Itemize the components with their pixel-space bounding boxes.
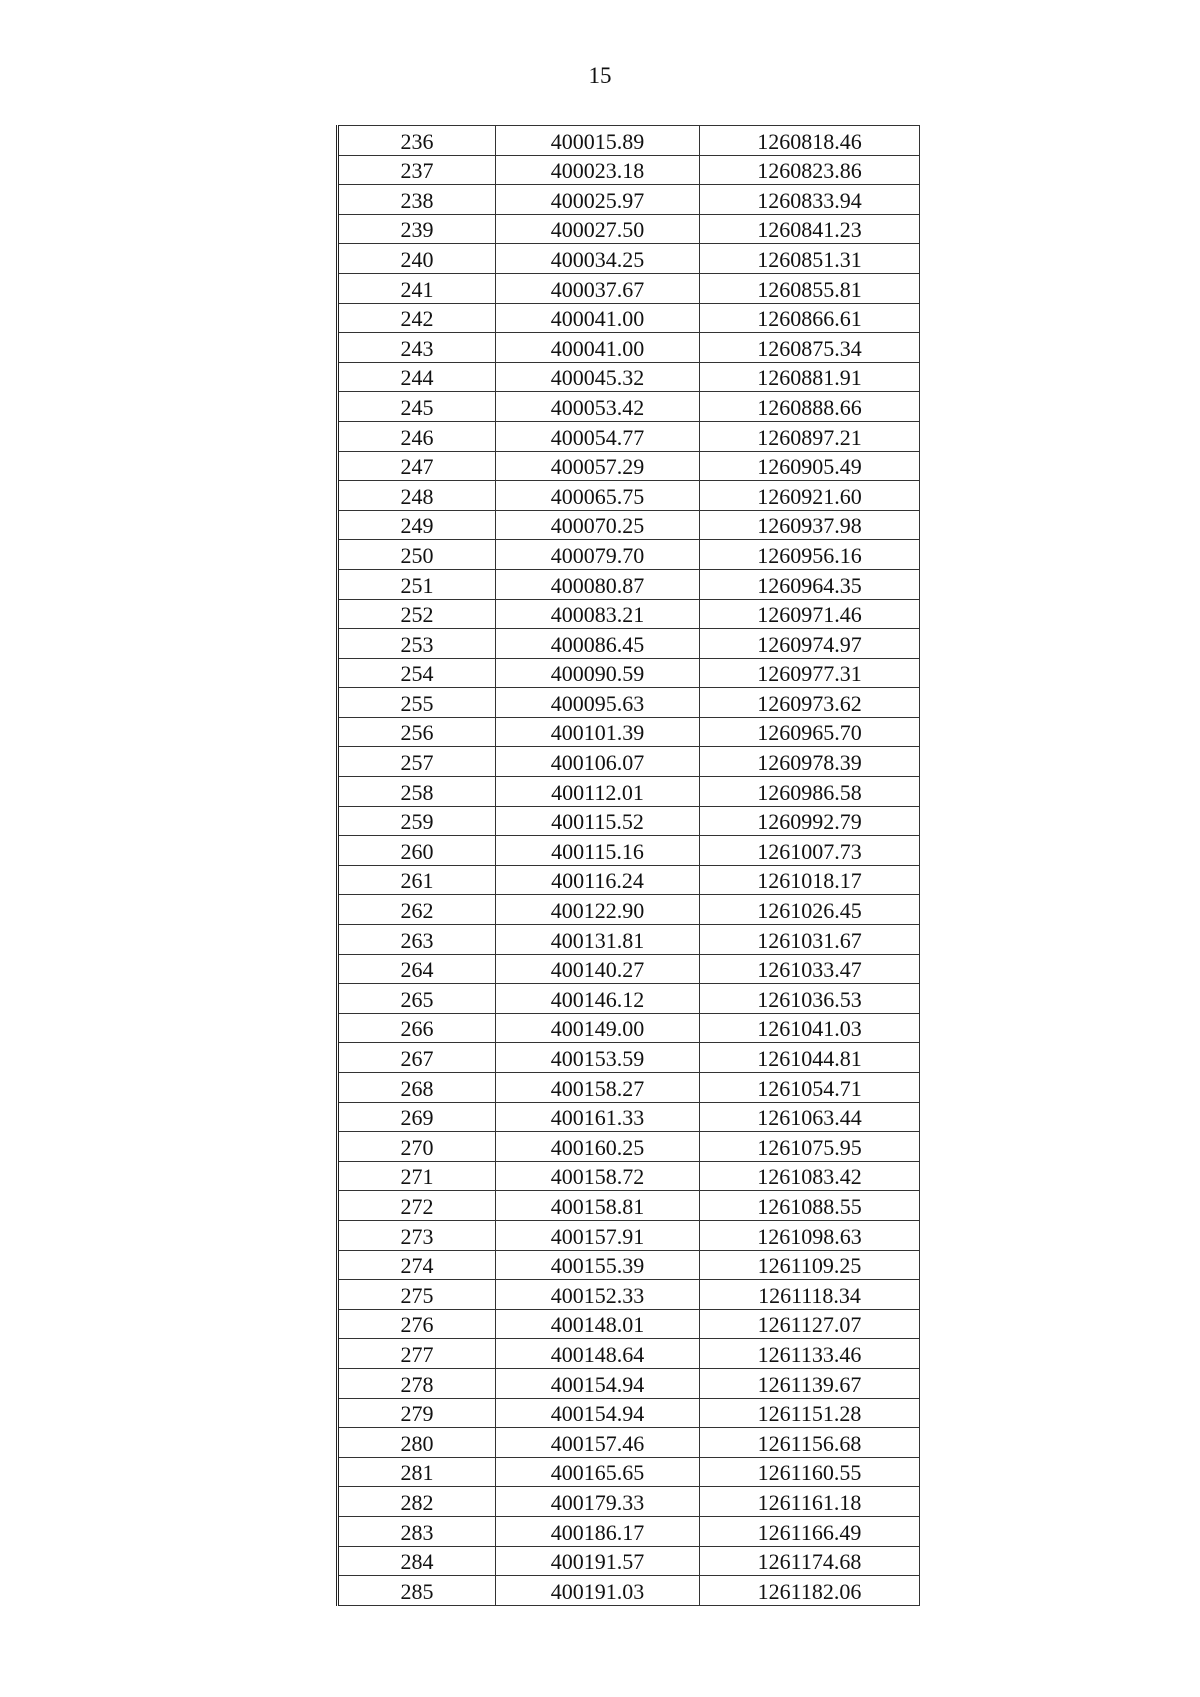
point-number-cell: 239 — [338, 214, 496, 244]
point-number-cell: 250 — [338, 540, 496, 570]
table-row — [338, 836, 920, 866]
y-coordinate-cell: 1260977.31 — [700, 658, 920, 688]
table-row — [338, 688, 920, 718]
table-row — [338, 214, 920, 244]
y-coordinate-cell: 1260956.16 — [700, 540, 920, 570]
point-number-cell: 277 — [338, 1339, 496, 1369]
table-row — [338, 1457, 920, 1487]
x-coordinate-cell: 400095.63 — [496, 688, 700, 718]
y-coordinate-cell: 1260974.97 — [700, 629, 920, 659]
x-coordinate-cell: 400041.00 — [496, 333, 700, 363]
y-coordinate-cell: 1260855.81 — [700, 273, 920, 303]
point-number-cell: 241 — [338, 273, 496, 303]
point-number-cell: 242 — [338, 303, 496, 333]
x-coordinate-cell: 400015.89 — [496, 126, 700, 156]
point-number-cell: 256 — [338, 717, 496, 747]
table-row — [338, 658, 920, 688]
table-row — [338, 273, 920, 303]
x-coordinate-cell: 400155.39 — [496, 1250, 700, 1280]
x-coordinate-cell: 400165.65 — [496, 1457, 700, 1487]
point-number-cell: 265 — [338, 984, 496, 1014]
y-coordinate-cell: 1261063.44 — [700, 1102, 920, 1132]
x-coordinate-cell: 400027.50 — [496, 214, 700, 244]
coordinates-table — [336, 125, 920, 1606]
y-coordinate-cell: 1261098.63 — [700, 1220, 920, 1250]
table-row — [338, 1073, 920, 1103]
y-coordinate-cell: 1260841.23 — [700, 214, 920, 244]
y-coordinate-cell: 1261054.71 — [700, 1073, 920, 1103]
point-number-cell: 252 — [338, 599, 496, 629]
table-row — [338, 185, 920, 215]
table-row — [338, 1487, 920, 1517]
table-row — [338, 451, 920, 481]
table-row — [338, 747, 920, 777]
point-number-cell: 268 — [338, 1073, 496, 1103]
point-number-cell: 285 — [338, 1576, 496, 1606]
y-coordinate-cell: 1261182.06 — [700, 1576, 920, 1606]
y-coordinate-cell: 1260905.49 — [700, 451, 920, 481]
x-coordinate-cell: 400090.59 — [496, 658, 700, 688]
point-number-cell: 279 — [338, 1398, 496, 1428]
point-number-cell: 248 — [338, 481, 496, 511]
point-number-cell: 263 — [338, 925, 496, 955]
table-row — [338, 954, 920, 984]
page-number: 15 — [588, 63, 612, 88]
y-coordinate-cell: 1261151.28 — [700, 1398, 920, 1428]
table-row — [338, 1102, 920, 1132]
x-coordinate-cell: 400154.94 — [496, 1368, 700, 1398]
table-row — [338, 1398, 920, 1428]
point-number-cell: 236 — [338, 126, 496, 156]
point-number-cell: 278 — [338, 1368, 496, 1398]
point-number-cell: 282 — [338, 1487, 496, 1517]
point-number-cell: 238 — [338, 185, 496, 215]
x-coordinate-cell: 400116.24 — [496, 865, 700, 895]
point-number-cell: 237 — [338, 155, 496, 185]
table-row — [338, 629, 920, 659]
x-coordinate-cell: 400086.45 — [496, 629, 700, 659]
y-coordinate-cell: 1261036.53 — [700, 984, 920, 1014]
table-row — [338, 1576, 920, 1606]
table-row — [338, 717, 920, 747]
table-row — [338, 155, 920, 185]
x-coordinate-cell: 400179.33 — [496, 1487, 700, 1517]
y-coordinate-cell: 1261041.03 — [700, 1013, 920, 1043]
point-number-cell: 272 — [338, 1191, 496, 1221]
x-coordinate-cell: 400161.33 — [496, 1102, 700, 1132]
y-coordinate-cell: 1260823.86 — [700, 155, 920, 185]
table-row — [338, 806, 920, 836]
y-coordinate-cell: 1261156.68 — [700, 1428, 920, 1458]
point-number-cell: 273 — [338, 1220, 496, 1250]
table-row — [338, 1280, 920, 1310]
y-coordinate-cell: 1260897.21 — [700, 421, 920, 451]
y-coordinate-cell: 1260866.61 — [700, 303, 920, 333]
table-row — [338, 1250, 920, 1280]
point-number-cell: 258 — [338, 777, 496, 807]
point-number-cell: 261 — [338, 865, 496, 895]
point-number-cell: 247 — [338, 451, 496, 481]
point-number-cell: 244 — [338, 362, 496, 392]
point-number-cell: 284 — [338, 1546, 496, 1576]
x-coordinate-cell: 400115.16 — [496, 836, 700, 866]
y-coordinate-cell: 1260818.46 — [700, 126, 920, 156]
x-coordinate-cell: 400025.97 — [496, 185, 700, 215]
point-number-cell: 243 — [338, 333, 496, 363]
x-coordinate-cell: 400045.32 — [496, 362, 700, 392]
x-coordinate-cell: 400122.90 — [496, 895, 700, 925]
point-number-cell: 259 — [338, 806, 496, 836]
y-coordinate-cell: 1261088.55 — [700, 1191, 920, 1221]
point-number-cell: 276 — [338, 1309, 496, 1339]
x-coordinate-cell: 400115.52 — [496, 806, 700, 836]
y-coordinate-cell: 1260888.66 — [700, 392, 920, 422]
coordinates-table-body — [338, 126, 920, 1606]
table-row — [338, 392, 920, 422]
point-number-cell: 281 — [338, 1457, 496, 1487]
y-coordinate-cell: 1261174.68 — [700, 1546, 920, 1576]
y-coordinate-cell: 1260978.39 — [700, 747, 920, 777]
point-number-cell: 275 — [338, 1280, 496, 1310]
table-row — [338, 303, 920, 333]
x-coordinate-cell: 400154.94 — [496, 1398, 700, 1428]
x-coordinate-cell: 400149.00 — [496, 1013, 700, 1043]
y-coordinate-cell: 1261018.17 — [700, 865, 920, 895]
y-coordinate-cell: 1261139.67 — [700, 1368, 920, 1398]
table-row — [338, 1546, 920, 1576]
y-coordinate-cell: 1260833.94 — [700, 185, 920, 215]
x-coordinate-cell: 400037.67 — [496, 273, 700, 303]
y-coordinate-cell: 1260973.62 — [700, 688, 920, 718]
point-number-cell: 260 — [338, 836, 496, 866]
y-coordinate-cell: 1260937.98 — [700, 510, 920, 540]
x-coordinate-cell: 400148.64 — [496, 1339, 700, 1369]
point-number-cell: 271 — [338, 1161, 496, 1191]
x-coordinate-cell: 400065.75 — [496, 481, 700, 511]
table-row — [338, 1043, 920, 1073]
x-coordinate-cell: 400131.81 — [496, 925, 700, 955]
table-row — [338, 333, 920, 363]
table-row — [338, 1161, 920, 1191]
table-row — [338, 1191, 920, 1221]
table-row — [338, 1132, 920, 1162]
x-coordinate-cell: 400140.27 — [496, 954, 700, 984]
y-coordinate-cell: 1260851.31 — [700, 244, 920, 274]
table-row — [338, 865, 920, 895]
x-coordinate-cell: 400158.81 — [496, 1191, 700, 1221]
x-coordinate-cell: 400157.46 — [496, 1428, 700, 1458]
y-coordinate-cell: 1261033.47 — [700, 954, 920, 984]
y-coordinate-cell: 1261118.34 — [700, 1280, 920, 1310]
x-coordinate-cell: 400070.25 — [496, 510, 700, 540]
table-row — [338, 895, 920, 925]
point-number-cell: 257 — [338, 747, 496, 777]
table-row — [338, 1428, 920, 1458]
x-coordinate-cell: 400101.39 — [496, 717, 700, 747]
y-coordinate-cell: 1260881.91 — [700, 362, 920, 392]
y-coordinate-cell: 1260992.79 — [700, 806, 920, 836]
table-row — [338, 1516, 920, 1546]
x-coordinate-cell: 400153.59 — [496, 1043, 700, 1073]
y-coordinate-cell: 1261166.49 — [700, 1516, 920, 1546]
y-coordinate-cell: 1261031.67 — [700, 925, 920, 955]
y-coordinate-cell: 1260986.58 — [700, 777, 920, 807]
y-coordinate-cell: 1261044.81 — [700, 1043, 920, 1073]
y-coordinate-cell: 1261075.95 — [700, 1132, 920, 1162]
y-coordinate-cell: 1261083.42 — [700, 1161, 920, 1191]
point-number-cell: 253 — [338, 629, 496, 659]
x-coordinate-cell: 400023.18 — [496, 155, 700, 185]
table-row — [338, 569, 920, 599]
table-row — [338, 599, 920, 629]
x-coordinate-cell: 400160.25 — [496, 1132, 700, 1162]
point-number-cell: 283 — [338, 1516, 496, 1546]
x-coordinate-cell: 400157.91 — [496, 1220, 700, 1250]
table-row — [338, 1220, 920, 1250]
point-number-cell: 255 — [338, 688, 496, 718]
x-coordinate-cell: 400080.87 — [496, 569, 700, 599]
x-coordinate-cell: 400158.27 — [496, 1073, 700, 1103]
y-coordinate-cell: 1260971.46 — [700, 599, 920, 629]
point-number-cell: 240 — [338, 244, 496, 274]
x-coordinate-cell: 400152.33 — [496, 1280, 700, 1310]
table-row — [338, 1309, 920, 1339]
point-number-cell: 280 — [338, 1428, 496, 1458]
table-row — [338, 1013, 920, 1043]
table-row — [338, 777, 920, 807]
point-number-cell: 245 — [338, 392, 496, 422]
table-row — [338, 510, 920, 540]
table-row — [338, 1368, 920, 1398]
point-number-cell: 254 — [338, 658, 496, 688]
y-coordinate-cell: 1261026.45 — [700, 895, 920, 925]
table-row — [338, 421, 920, 451]
x-coordinate-cell: 400186.17 — [496, 1516, 700, 1546]
x-coordinate-cell: 400034.25 — [496, 244, 700, 274]
x-coordinate-cell: 400158.72 — [496, 1161, 700, 1191]
table-row — [338, 481, 920, 511]
table-row — [338, 984, 920, 1014]
point-number-cell: 266 — [338, 1013, 496, 1043]
y-coordinate-cell: 1261161.18 — [700, 1487, 920, 1517]
y-coordinate-cell: 1261127.07 — [700, 1309, 920, 1339]
x-coordinate-cell: 400079.70 — [496, 540, 700, 570]
x-coordinate-cell: 400057.29 — [496, 451, 700, 481]
x-coordinate-cell: 400148.01 — [496, 1309, 700, 1339]
table-row — [338, 925, 920, 955]
x-coordinate-cell: 400041.00 — [496, 303, 700, 333]
x-coordinate-cell: 400112.01 — [496, 777, 700, 807]
y-coordinate-cell: 1260964.35 — [700, 569, 920, 599]
x-coordinate-cell: 400054.77 — [496, 421, 700, 451]
point-number-cell: 246 — [338, 421, 496, 451]
y-coordinate-cell: 1260875.34 — [700, 333, 920, 363]
point-number-cell: 264 — [338, 954, 496, 984]
y-coordinate-cell: 1260965.70 — [700, 717, 920, 747]
point-number-cell: 270 — [338, 1132, 496, 1162]
table-row — [338, 126, 920, 156]
point-number-cell: 269 — [338, 1102, 496, 1132]
x-coordinate-cell: 400191.03 — [496, 1576, 700, 1606]
table-row — [338, 244, 920, 274]
x-coordinate-cell: 400146.12 — [496, 984, 700, 1014]
point-number-cell: 267 — [338, 1043, 496, 1073]
x-coordinate-cell: 400053.42 — [496, 392, 700, 422]
table-row — [338, 540, 920, 570]
point-number-cell: 262 — [338, 895, 496, 925]
y-coordinate-cell: 1261007.73 — [700, 836, 920, 866]
x-coordinate-cell: 400191.57 — [496, 1546, 700, 1576]
y-coordinate-cell: 1260921.60 — [700, 481, 920, 511]
y-coordinate-cell: 1261160.55 — [700, 1457, 920, 1487]
x-coordinate-cell: 400083.21 — [496, 599, 700, 629]
y-coordinate-cell: 1261109.25 — [700, 1250, 920, 1280]
point-number-cell: 274 — [338, 1250, 496, 1280]
y-coordinate-cell: 1261133.46 — [700, 1339, 920, 1369]
point-number-cell: 251 — [338, 569, 496, 599]
table-row — [338, 1339, 920, 1369]
x-coordinate-cell: 400106.07 — [496, 747, 700, 777]
table-row — [338, 362, 920, 392]
point-number-cell: 249 — [338, 510, 496, 540]
